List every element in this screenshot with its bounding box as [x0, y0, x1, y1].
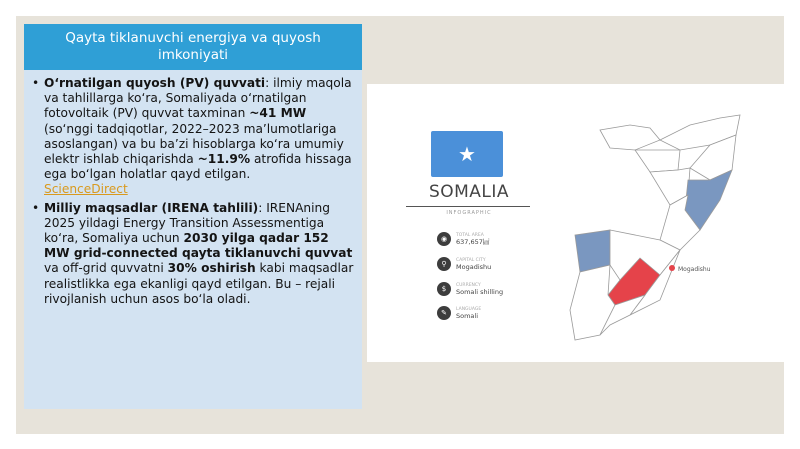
capital-label: Mogadishu [678, 266, 711, 273]
map-region-northwest [600, 125, 660, 150]
star-icon: ★ [458, 142, 476, 166]
info-label: LANGUAGE [456, 306, 482, 312]
info-row-area [437, 232, 489, 246]
somalia-flag [431, 131, 503, 177]
somalia-map [560, 110, 750, 350]
location-pin-icon: ⚲ [437, 257, 451, 271]
divider [406, 206, 530, 207]
bullet-national-targets: • Milliy maqsadlar (IRENA tahlili): IRENAning 2025 yildagi Energy Transition Assessmentiga ko‘ra, Somaliya uchun 2030 yilga qadar 152 MW grid-connected qayta tiklanuvchi quvvat va off-grid quvvatni 30% oshirish kabi maqsadlar realistlikka ega ekanligi qayd etilgan. Bu – rejali rivojlanish uchun asos bo‘la oladi. [32, 200, 354, 306]
info-row-capital [437, 257, 491, 271]
info-value: Somali [456, 311, 479, 320]
currency-icon: $ [437, 282, 451, 296]
bullet-text: : IRENAning 2025 yildagi Energy Transition Assessmentiga ko‘ra, Somaliya uchun [44, 200, 331, 246]
map-region-south [570, 265, 615, 340]
source-link[interactable]: ScienceDirect [44, 182, 128, 197]
capital-marker [669, 265, 675, 271]
bullet-bold: ~11.9% [197, 152, 251, 167]
info-row-currency [437, 282, 503, 296]
bullet-bold: 2030 yilga qadar 152 MW grid-connected qayta tiklanuvchi quvvat [44, 231, 353, 261]
bullet-text: (so‘nggi tadqiqotlar, 2022–2023 ma’lumotlariga asoslangan) va bu ba’zi hisoblarga ko‘ra umumiy elektr ishlab chiqarishda [44, 121, 344, 167]
bullet-lead: O‘rnatilgan quyosh (PV) quvvati [44, 76, 266, 90]
language-icon: ✎ [437, 306, 451, 320]
bullet-text: kabi maqsadlar realistlikka ega ekanligi qayd etilgan. Bu – rejali rivojlanish uchun asos bo‘la oladi. [44, 261, 354, 306]
bullet-bold: 30% oshirish [167, 261, 256, 276]
info-row-language [437, 306, 481, 320]
bullet-pv-capacity: • O‘rnatilgan quyosh (PV) quvvati: ilmiy maqola va tahlillarga ko‘ra, Somaliyada o‘rnatilgan fotovoltaik (PV) quvvat taxminan ~41 MW (so‘nggi tadqiqotlar, 2022–2023 ma’lumotlariga asoslangan) va bu ba’zi hisoblarga ko‘ra umumiy elektr ishlab chiqarishda ~11.9% atrofida hissaga ega bo‘lgan holatlar qayd etilgan. ScienceDirect [32, 76, 352, 197]
info-value: Mogadishu [456, 262, 492, 271]
info-title: INFOGRAPHIC [446, 210, 492, 216]
map-region-southwest-blue [575, 230, 610, 272]
area-icon: ◉ [437, 232, 451, 246]
info-value: 637,657㎢ [456, 237, 490, 246]
bullet-text: atrofida hissaga ega bo‘lgan holatlar qayd etilgan. [44, 152, 352, 182]
country-name: SOMALIA [428, 182, 510, 202]
info-label: CURRENCY [456, 282, 481, 288]
info-label: CAPITAL CITY [456, 257, 486, 263]
bullet-bold: ~41 MW [249, 106, 307, 121]
panel-body [24, 76, 362, 310]
bullet-text: va off-grid quvvatni [44, 261, 168, 276]
map-region-north-central [635, 150, 680, 172]
bullet-lead: Milliy maqsadlar (IRENA tahlili) [44, 200, 259, 215]
info-value: Somali shilling [456, 287, 504, 296]
info-label: TOTAL AREA [456, 232, 484, 238]
panel-title: Qayta tiklanuvchi energiya va quyosh imkoniyati [24, 24, 362, 70]
bullet-text: : ilmiy maqola va tahlillarga ko‘ra, Somaliyada o‘rnatilgan fotovoltaik (PV) quvvat taxminan [44, 76, 352, 121]
